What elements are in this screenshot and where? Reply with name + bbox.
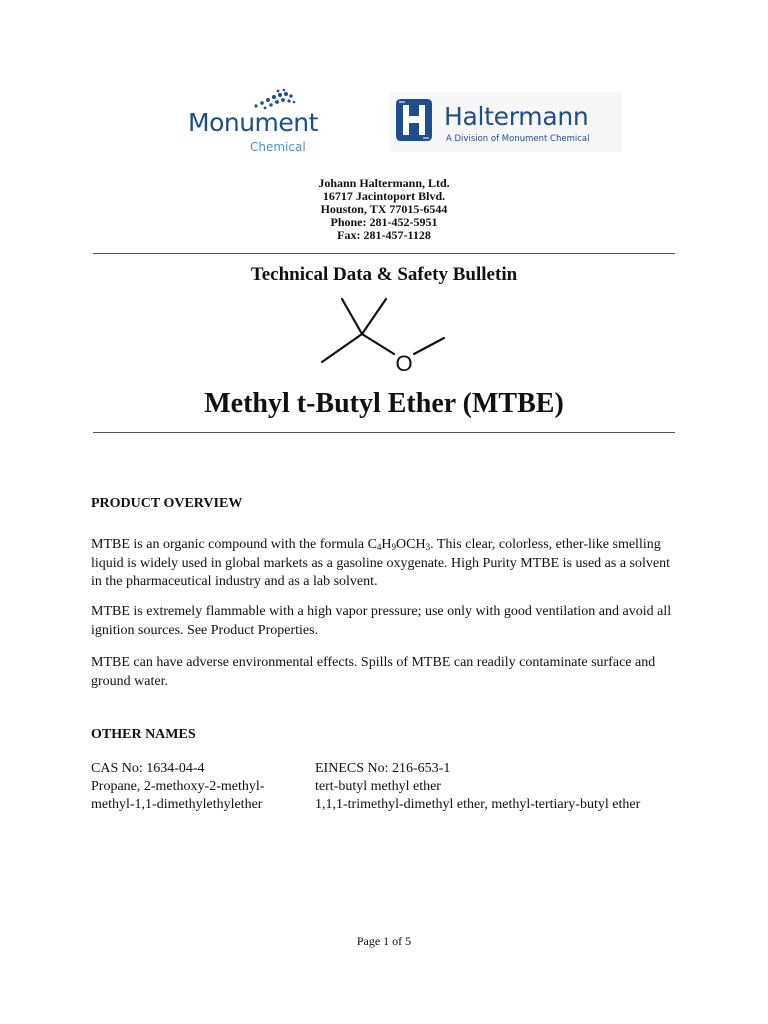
- bulletin-title: Technical Data & Safety Bulletin: [250, 264, 518, 285]
- einecs-number: EINECS No: 216-653-1: [315, 761, 451, 776]
- title-divider: [93, 432, 675, 433]
- company-name: Johann Haltermann, Ltd.: [318, 176, 450, 190]
- company-address: [0, 177, 768, 242]
- product-overview-heading: PRODUCT OVERVIEW: [91, 496, 243, 511]
- other-name-right-2: 1,1,1-trimethyl-dimethyl ether, methyl-tertiary-butyl ether: [315, 797, 641, 812]
- other-name-right-1: tert-butyl methyl ether: [315, 779, 441, 794]
- p1-text-start: MTBE is an organic compound with the formula C: [91, 537, 377, 552]
- company-city: Houston, TX 77015-6544: [320, 202, 448, 216]
- p1-text-och: OCH: [396, 537, 426, 552]
- monument-logo-subtitle: Chemical: [250, 140, 306, 154]
- other-names-right-column: [315, 760, 640, 814]
- haltermann-logo-tagline: A Division of Monument Chemical: [446, 134, 590, 144]
- monument-logo-name: Monument: [188, 108, 318, 137]
- other-name-left-1: Propane, 2-methoxy-2-methyl-: [91, 779, 265, 794]
- overview-paragraph-1: [91, 536, 681, 592]
- cas-number: CAS No: 1634-04-4: [91, 761, 205, 776]
- monument-dots-icon: [252, 88, 296, 110]
- p1-sub-carbon: 4: [376, 542, 382, 552]
- p1-text-end: . This clear, colorless, ether-like smelling liquid is widely used in global markets as a gasoline oxygenate. High Purity MTBE is used as a solvent in the pharmaceutical industry and as a lab solvent.: [91, 537, 670, 589]
- chemical-title: Methyl t-Butyl Ether (MTBE): [204, 388, 564, 419]
- other-names-left-column: [91, 760, 264, 814]
- haltermann-h-icon: [392, 96, 436, 144]
- company-street: 16717 Jacintoport Blvd.: [322, 189, 446, 203]
- p1-sub-hydrogen: 9: [391, 542, 397, 552]
- mtbe-structure-diagram: [310, 292, 460, 378]
- company-phone: Phone: 281-452-5951: [330, 215, 438, 229]
- p1-sub-methyl: 3: [425, 542, 431, 552]
- page-number: Page 1 of 5: [356, 934, 412, 948]
- other-name-left-2: methyl-1,1-dimethylethylether: [91, 797, 263, 812]
- top-divider: [93, 253, 675, 254]
- haltermann-logo: [390, 92, 622, 152]
- p1-text-h: H: [381, 537, 392, 552]
- overview-paragraph-2: MTBE is extremely flammable with a high vapor pressure; use only with good ventilation and avoid all ignition sources. See Product Properties.: [91, 604, 672, 638]
- other-names-heading: OTHER NAMES: [91, 727, 196, 742]
- company-fax: Fax: 281-457-1128: [337, 228, 431, 242]
- haltermann-logo-name: Haltermann: [444, 102, 589, 131]
- oxygen-atom-label: O: [395, 351, 413, 376]
- monument-logo: [186, 88, 326, 158]
- overview-paragraph-3: MTBE can have adverse environmental effects. Spills of MTBE can readily contaminate surface and ground water.: [91, 655, 656, 689]
